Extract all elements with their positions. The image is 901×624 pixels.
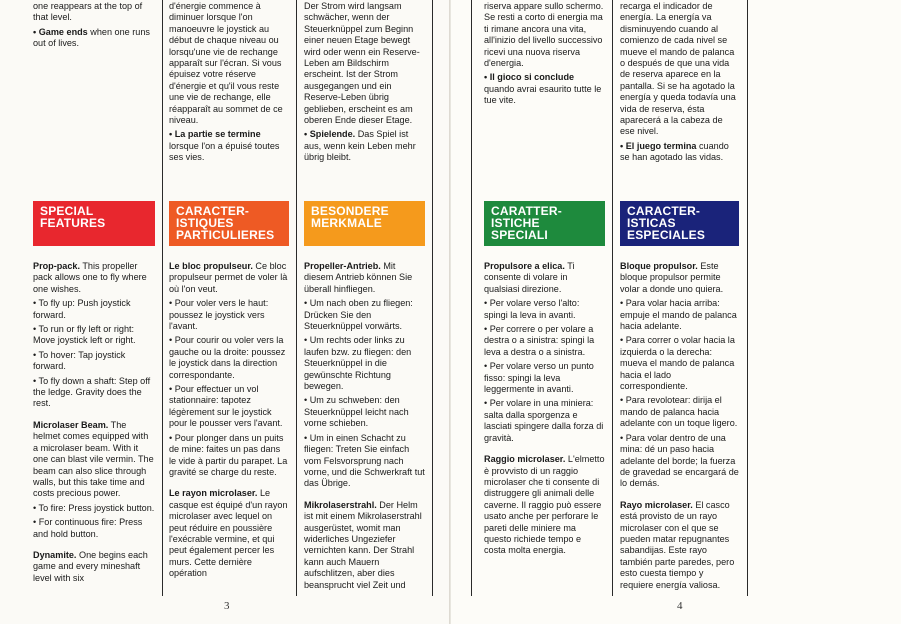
paragraph-text: • Pour voler vers le haut: poussez le joystick vers l'avant. <box>169 298 269 332</box>
paragraph <box>304 261 425 295</box>
paragraph <box>484 454 605 557</box>
paragraph-lead: • Spielende. <box>304 129 356 140</box>
paragraph-text: • Um rechts oder links zu laufen bzw. zu fliegen: den Steuerknüppel in die gewünschte Richtung bewegen. <box>304 335 412 392</box>
column-top-text <box>33 1 155 53</box>
paragraph-lead: Le bloc propulseur. <box>169 261 253 271</box>
section-header-line: CARACTER- <box>176 204 250 218</box>
paragraph-lead: Microlaser Beam. <box>33 419 109 430</box>
paragraph <box>33 503 155 514</box>
section-header-line: ISTICAS <box>627 216 676 230</box>
paragraph <box>169 1 289 126</box>
paragraph-text: • Pour plonger dans un puits de mine: faites un pas dans le vide à partir du parapet. La gravité se charge du reste. <box>169 432 288 477</box>
column-divider <box>296 0 297 596</box>
paragraph <box>620 141 739 164</box>
paragraph-text: • To run or fly left or right: Move joystick left or right. <box>33 324 136 346</box>
paragraph-text: Ti consente di volare in qualsiasi direzione. <box>484 261 575 294</box>
paragraph-text: • To fire: Press joystick button. <box>33 502 155 513</box>
section-body-german <box>304 261 425 594</box>
paragraph <box>33 324 155 347</box>
section-header-line: SPECIAL <box>40 204 94 218</box>
column-divider <box>612 0 613 596</box>
paragraph <box>304 129 425 163</box>
paragraph-lead: Raggio microlaser. <box>484 454 566 465</box>
section-header-german <box>304 201 425 246</box>
section-header-line: ISTICHE <box>491 216 540 230</box>
paragraph <box>33 376 155 410</box>
paragraph-text: The helmet comes equipped with a microlaser beam. With it one can blast vile vermin. The beam can also slice through walls, but this take time and costs precious power. <box>33 419 154 499</box>
paragraph <box>484 324 605 358</box>
section-header-french <box>169 201 289 246</box>
paragraph-text: • Para correr o volar hacia la izquierda o la derecha: mueva el mando de palanca hacia el lado correspondiente. <box>620 335 735 392</box>
paragraph-text: • To fly down a shaft: Step off the ledge. Gravity does the rest. <box>33 375 151 409</box>
paragraph <box>33 550 155 584</box>
paragraph <box>169 261 289 295</box>
paragraph <box>33 298 155 321</box>
right-page <box>451 0 901 624</box>
section-header-italian <box>484 201 605 246</box>
paragraph-lead: • La partie se termine <box>169 129 261 140</box>
paragraph-text: • Pour effectuer un vol stationnaire: tapotez légèrement sur le joystick pour le pousser vers l'avant. <box>169 384 283 429</box>
paragraph <box>169 335 289 381</box>
paragraph <box>33 1 155 24</box>
paragraph-text: quando avrai esaurito tutte le tue vite. <box>484 83 602 106</box>
paragraph-text: Der Strom wird langsam schwächer, wenn der Steuerknüppel zum Beginn einer neuen Etage bewegt wird oder wenn ein Reserve-Leben am Bildschirm erscheint. Ist der Strom ausgegangen und ein Reserve-Leben übrig geblieben, erscheint es am oberen Ende dieser Etage. <box>304 1 420 126</box>
paragraph-text: • To fly up: Push joystick forward. <box>33 298 131 320</box>
paragraph-text: recarga el indicador de energía. La energía va disminuyendo cuando al comienzo de cada nivel se mueve el mando de palanca o después de que una vida de reserva aparece en la pantalla. Si se ha agotado la energía y queda todavía una vida de reserva, ésta aparecerá a la cabeza de ese nivel. <box>620 1 736 137</box>
paragraph <box>484 361 605 395</box>
paragraph <box>169 129 289 163</box>
paragraph <box>304 395 425 429</box>
paragraph-text: • Pour courir ou voler vers la gauche ou la droite: poussez le joystick dans la direction correspondante. <box>169 335 286 380</box>
column-french <box>169 0 289 596</box>
paragraph-text: lorsque l'on a épuisé toutes ses vies. <box>169 140 280 163</box>
section-header-line: SPECIALI <box>491 228 548 242</box>
paragraph-lead: Propulsore a elica. <box>484 261 565 271</box>
section-header-english <box>33 201 155 246</box>
paragraph-text: • Per volare verso l'alto: spingi la leva in avanti. <box>484 298 580 320</box>
column-german <box>304 0 425 596</box>
paragraph-text: • Para volar dentro de una mina: dé un paso hacia adelante del borde; la fuerza de gravedad se encargará de lo demás. <box>620 432 739 489</box>
section-header-line: MERKMALE <box>311 216 382 230</box>
column-top-text <box>484 1 605 110</box>
paragraph-text: when one runs out of lives. <box>33 26 150 49</box>
section-header-line: ISTIQUES <box>176 216 234 230</box>
page-number-left: 3 <box>224 600 230 612</box>
paragraph-text: riserva appare sullo schermo. Se resti a corto di energia ma ti rimane ancora una vita, all'inizio del livello successivo ricevi una nuova riserva d'energia. <box>484 1 604 69</box>
paragraph-text: • Um nach oben zu fliegen: Drücken Sie den Steuerknüppel vorwärts. <box>304 298 413 332</box>
section-header-line: ESPECIALES <box>627 228 706 242</box>
column-spanish <box>620 0 739 596</box>
paragraph-text: one reappears at the top of that level. <box>33 1 143 23</box>
paragraph-text: cuando se han agotado las vidas. <box>620 140 729 163</box>
paragraph-text: El casco está provisto de un rayo microlaser con el que se pueden matar repugnantes sabandijas. Este rayo también parte paredes, pero esto cuesta tiempo y requiere energía valiosa. <box>620 499 735 590</box>
paragraph <box>304 335 425 392</box>
paragraph <box>620 298 739 332</box>
paragraph <box>304 500 425 591</box>
paragraph-text: • Per volare in una miniera: salta dalla sporgenza e lasciati spingere dalla forza di gravità. <box>484 398 604 443</box>
paragraph-text: • Para revolotear: dirija el mando de palanca hacia adelante con un toque ligero. <box>620 395 738 429</box>
paragraph-text: One begins each game and every mineshaft level with six <box>33 549 148 583</box>
paragraph-lead: Mikrolaserstrahl. <box>304 499 377 510</box>
paragraph <box>304 433 425 490</box>
paragraph <box>33 517 155 540</box>
paragraph-text: d'énergie commence à diminuer lorsque l'on manoeuvre le joystick au début de chaque niveau ou lorsqu'une vie de rechange apparaît sur l'écran. Si vous épuisez votre réserve d'énergie et qu'il vous reste une vie de rechange, elle réapparaît au sommet de ce niveau. <box>169 1 283 126</box>
paragraph-text: L'elmetto è provvisto di un raggio microlaser che ti consente di distruggere gli animali delle caverne. Il raggio può essere usato anche per perforare le pareti delle miniere ma questo richiede tempo e costa molta energia. <box>484 454 605 556</box>
column-divider <box>471 0 472 596</box>
paragraph <box>620 433 739 490</box>
paragraph-lead: Dynamite. <box>33 549 77 560</box>
paragraph <box>484 72 605 106</box>
section-body-spanish <box>620 261 739 594</box>
paragraph-text: Ce bloc propulseur permet de voler là où l'on veut. <box>169 261 288 294</box>
column-top-text <box>304 1 425 167</box>
column-divider <box>747 0 748 596</box>
column-divider <box>162 0 163 596</box>
paragraph-text: Der Helm ist mit einem Mikrolaserstrahl ausgerüstet, womit man widerliches Ungeziefer vernichten kann. Der Strahl kann auch Mauern aufschlitzen, aber dies beansprucht viel Zeit und <box>304 499 422 590</box>
paragraph-text: Das Spiel ist aus, wenn kein Leben mehr übrig bleibt. <box>304 129 416 163</box>
section-header-spanish <box>620 201 739 246</box>
paragraph <box>620 335 739 392</box>
paragraph-text: • Um zu schweben: den Steuerknüppel leicht nach vorne schieben. <box>304 395 409 429</box>
column-divider <box>432 0 433 596</box>
paragraph-lead: Bloque propulsor. <box>620 261 698 271</box>
section-header-line: CARACTER- <box>627 204 701 218</box>
paragraph <box>620 1 739 138</box>
section-body-english <box>33 261 155 587</box>
paragraph-text: • Per correre o per volare a destra o a sinistra: spingi la leva a destra o a sinistra. <box>484 324 595 357</box>
paragraph <box>620 261 739 295</box>
section-body-french <box>169 261 289 583</box>
section-header-line: CARATTER- <box>491 204 562 218</box>
paragraph-lead: • Game ends <box>33 26 88 37</box>
paragraph <box>484 398 605 444</box>
paragraph-lead: Propeller-Antrieb. <box>304 261 381 271</box>
paragraph-lead: • Il gioco si conclude <box>484 72 575 83</box>
paragraph-lead: • El juego termina <box>620 140 697 151</box>
paragraph <box>304 298 425 332</box>
paragraph <box>620 395 739 429</box>
paragraph <box>484 298 605 321</box>
section-header-line: FEATURES <box>40 216 106 230</box>
column-top-text <box>169 1 289 167</box>
paragraph-text: Mit diesem Antrieb können Sie überall hinfliegen. <box>304 261 413 294</box>
paragraph-lead: Prop-pack. <box>33 261 80 271</box>
section-body-italian <box>484 261 605 560</box>
paragraph <box>304 1 425 126</box>
paragraph <box>33 27 155 50</box>
paragraph-lead: Rayo microlaser. <box>620 499 693 510</box>
page-number-right: 4 <box>677 600 683 612</box>
column-top-text <box>620 1 739 167</box>
paragraph <box>620 500 739 591</box>
column-italian <box>484 0 605 596</box>
paragraph-text: Le casque est équipé d'un rayon microlaser avec lequel on peut réduire en poussière l'exécrable vermine, et qui peut également percer les murs. Cette dernière opération <box>169 488 288 579</box>
section-header-line: PARTICULIERES <box>176 228 275 242</box>
paragraph-text: • To hover: Tap joystick forward. <box>33 349 126 372</box>
paragraph <box>33 420 155 500</box>
paragraph <box>169 488 289 579</box>
paragraph-text: • Um in einen Schacht zu fliegen: Treten Sie einfach vom Felsvorsprung nach vorne, und die Schwerkraft tut das Übrige. <box>304 432 425 489</box>
paragraph-text: • Per volare verso un punto fisso: spingi la leva leggermente in avanti. <box>484 361 594 395</box>
paragraph-text: • Para volar hacia arriba: empuje el mando de palanca hacia adelante. <box>620 298 737 332</box>
paragraph-text: This propeller pack allows one to fly where one wishes. <box>33 261 147 294</box>
paragraph-text: • For continuous fire: Press and hold button. <box>33 517 143 539</box>
column-english <box>33 0 155 596</box>
paragraph-text: Este bloque propulsor permite volar a donde uno quiera. <box>620 261 724 294</box>
paragraph <box>33 261 155 295</box>
paragraph-lead: Le rayon microlaser. <box>169 488 258 499</box>
paragraph <box>484 261 605 295</box>
paragraph <box>484 1 605 69</box>
paragraph <box>33 350 155 373</box>
section-header-line: BESONDERE <box>311 204 389 218</box>
paragraph <box>169 433 289 479</box>
paragraph <box>169 384 289 430</box>
paragraph <box>169 298 289 332</box>
